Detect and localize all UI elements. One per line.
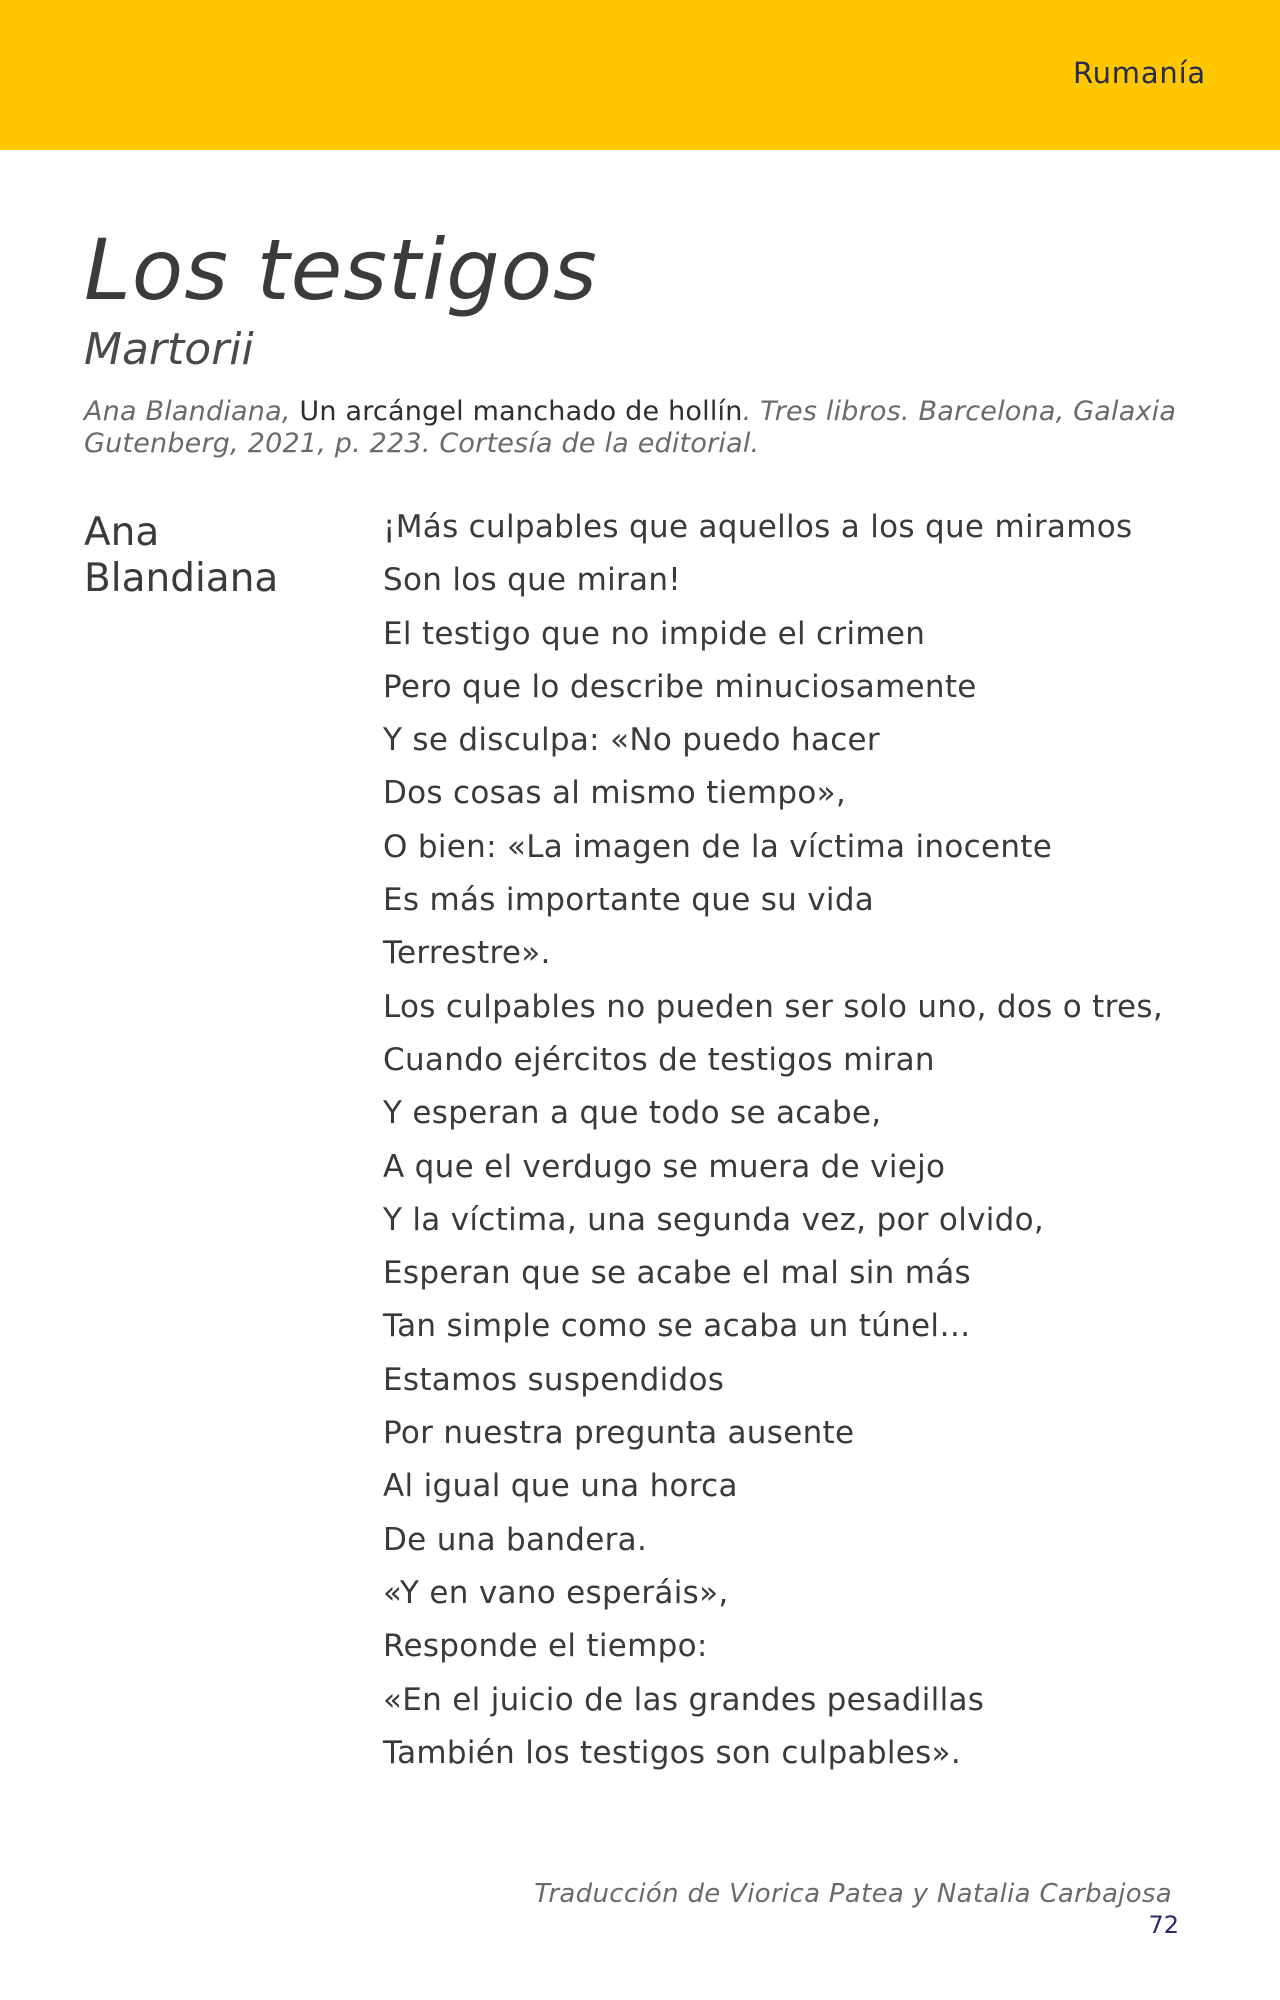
poem-line: Los culpables no pueden ser solo uno, dos o tres,	[383, 988, 1163, 1025]
page-number: 72	[1148, 1911, 1179, 1939]
translator-credit: Traducción de Viorica Patea y Natalia Carbajosa	[534, 1879, 1172, 1909]
poem-line: «Y en vano esperáis»,	[383, 1574, 729, 1611]
poem-line: Por nuestra pregunta ausente	[383, 1415, 855, 1452]
poem-line: Cuando ejércitos de testigos miran	[383, 1041, 935, 1078]
poem-original-title: Martorii	[84, 324, 254, 375]
source-author: Ana Blandiana,	[84, 396, 291, 427]
poem-line: Y esperan a que todo se acabe,	[383, 1095, 882, 1132]
poem-line: Dos cosas al mismo tiempo»,	[383, 775, 847, 812]
header-band	[0, 0, 1280, 150]
poem-line: Terrestre».	[383, 935, 551, 972]
poem-title: Los testigos	[84, 221, 598, 319]
poem-line: De una bandera.	[383, 1521, 648, 1558]
poem-body	[383, 501, 1180, 1780]
poem-line: También los testigos son culpables».	[383, 1734, 961, 1771]
poem-line: Y se disculpa: «No puedo hacer	[383, 722, 880, 759]
author-name: Ana Blandiana	[84, 510, 279, 601]
source-book-title: Un arcángel manchado de hollín	[299, 396, 743, 427]
section-label: Rumanía	[1072, 56, 1206, 90]
source-details: . Tres libros. Barcelona, Galaxia Gutenberg, 2021, p. 223. Cortesía de la editorial.	[84, 396, 1177, 459]
poem-line: «En el juicio de las grandes pesadillas	[383, 1681, 985, 1718]
poem-line: Tan simple como se acaba un túnel…	[383, 1308, 971, 1345]
poem-line: Pero que lo describe minuciosamente	[383, 668, 977, 705]
poem-line: Esperan que se acabe el mal sin más	[383, 1255, 972, 1292]
poem-line: Y la víctima, una segunda vez, por olvido,	[383, 1201, 1045, 1238]
poem-line: Al igual que una horca	[383, 1468, 738, 1505]
poem-line: Responde el tiempo:	[383, 1628, 708, 1665]
poem-line: Estamos suspendidos	[383, 1361, 725, 1398]
poem-line: A que el verdugo se muera de viejo	[383, 1148, 946, 1185]
poem-line: O bien: «La imagen de la víctima inocente	[383, 828, 1053, 865]
poem-line: Son los que miran!	[383, 562, 682, 599]
poem-line: Es más importante que su vida	[383, 882, 875, 919]
poem-line: ¡Más culpables que aquellos a los que miramos	[383, 509, 1133, 545]
source-citation	[84, 396, 1204, 460]
poem-line: El testigo que no impide el crimen	[383, 615, 926, 652]
